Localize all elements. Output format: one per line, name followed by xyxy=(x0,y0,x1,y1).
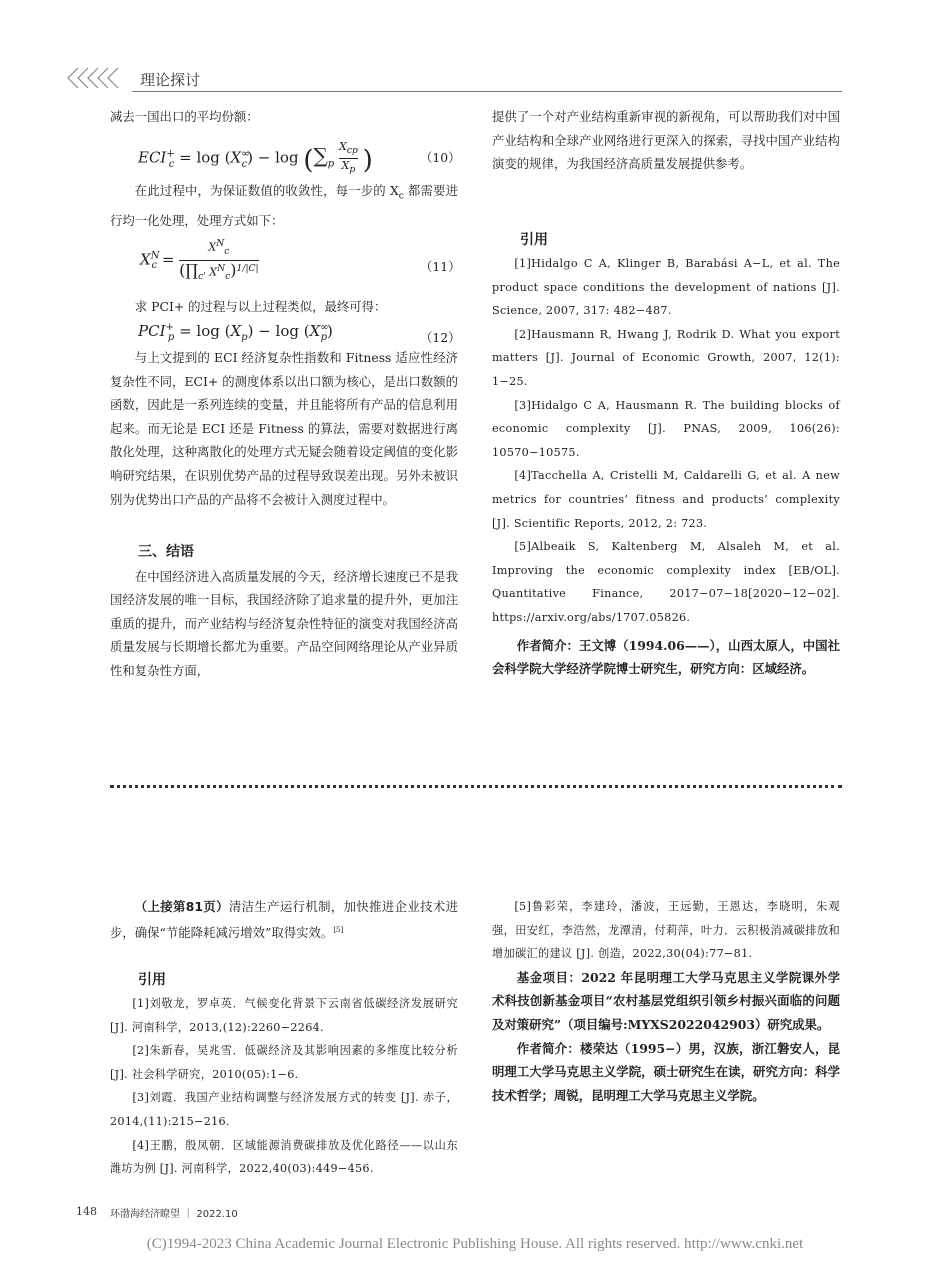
continued-from-page-81: （上接第81页）清洁生产运行机制，加快推进企业技术进步，确保“节能降耗减污增效”取得实效。[5] xyxy=(110,899,458,940)
reference-item: [5]Albeaik S, Kaltenberg M, Alsaleh M, et al. Improving the economic complexity index [EB/OL]. Quantitative Finance, 2017−07−18[2020−12−02]. https://arxiv.org/abs/1707.05826. xyxy=(492,540,840,624)
conclusion-paragraph: 在中国经济进入高质量发展的今天，经济增长速度已不是我国经济发展的唯一目标，我国经济除了追求量的提升外，更加注重质的提升，而产业结构与经济复杂性特征的演变对我国经济高质量发展与长期增长都尤为重要。产品空间网络理论从产业异质性和复杂性方面， xyxy=(110,568,458,678)
section-heading: 三、结语 xyxy=(138,544,194,560)
reference-item: [4]Tacchella A, Cristelli M, Caldarelli G, et al. A new metrics for countries’ fitness and products’ complexity [J]. Scientific Reports, 2012, 2: 723. xyxy=(492,469,840,530)
equation-11-number: （11） xyxy=(420,259,461,274)
page-number: 148 xyxy=(76,1205,97,1218)
copyright-notice: (C)1994-2023 China Academic Journal Electronic Publishing House. All rights reserved. http://www.cnki.net xyxy=(146,1236,804,1252)
reference-item: [3]Hidalgo C A, Hausmann R. The building blocks of economic complexity [J]. PNAS, 2009, 106(26): 10570−10575. xyxy=(492,398,840,459)
author-bio: 作者简介：楼荣达（1995−）男，汉族，浙江磐安人，昆明理工大学马克思主义学院，硕士研究生在读，研究方向：科学技术哲学；周锐，昆明理工大学马克思主义学院。 xyxy=(492,1040,840,1103)
references-lower-right xyxy=(492,895,840,1107)
reference-item: [2]朱新春，吴兆雪．低碳经济及其影响因素的多维度比较分析 [J]. 社会科学研究，2010(05):1−6. xyxy=(110,1044,458,1081)
pci-paragraph: 求 PCI+ 的过程与以上过程类似，最终可得： xyxy=(134,299,387,314)
references-heading: 引用 xyxy=(138,972,166,988)
comparison-paragraph: 与上文提到的 ECI 经济复杂性指数和 Fitness 适应性经济复杂性不同，ECI+ 的测度体系以出口额为核心，是出口数额的函数，因此是一系列连续的变量，并且能将所有产品的信息利用起来。而无论是 ECI 还是 Fitness 的算法，需要对数据进行离散化处理，这种离散化的处理方式无疑会随着设定阈值的变化影响研究结果，在识别优势产品的过程导致误差出现。另外未被识别为优势出口产品的产品将不会被计入测度过程中。 xyxy=(110,350,458,507)
reference-item: [4]王鹏，殷凤朝．区域能源消费碳排放及优化路径——以山东潍坊为例 [J]. 河南科学，2022,40(03):449−456. xyxy=(110,1138,458,1176)
convergence-paragraph: 在此过程中，为保证数值的收敛性，每一步的 $X_c$ 都需要进行均一化处理，处理方式如下： xyxy=(110,183,458,229)
equation-12: $PCI^+_p = \log (X_p) - \log (X^\infty_p)$ xyxy=(138,322,333,343)
intro-paragraph: 减去一国出口的平均份额： xyxy=(110,109,259,124)
conclusion-section xyxy=(110,541,458,683)
author-bio: 作者简介：王文博（1994.06——），山西太原人，中国社会科学院大学经济学院博士研究生，研究方向：区域经济。 xyxy=(492,637,840,677)
continuation-paragraph: 提供了一个对产业结构重新审视的新视角，可以帮助我们对中国产业结构和全球产业网络进行更深入的探索，寻找中国产业结构演变的规律，为我国经济高质量发展提供参考。 xyxy=(492,109,840,172)
reference-item: [1]Hidalgo C A, Klinger B, Barabási A−L, et al. The product space conditions the development of nations [J]. Science, 2007, 317: 482−487. xyxy=(492,257,840,318)
references-heading: 引用 xyxy=(520,232,548,248)
reference-item: [5]鲁彩荣，李建玲，潘波，王远勤，王恩达，李晓明，朱观强，田安红，李浩然，龙潭清，付莉萍，叶力．云积极消减碳排放和增加碳汇的建议 [J]. 创造，2022,30(04):77−81. xyxy=(492,900,840,961)
header-chevrons-icon xyxy=(66,66,128,90)
equation-11: $X^N_c$ = $X^N_c$ ($\prod_{c'}$ $X^N_c)^{1/|C|}$ xyxy=(140,238,259,282)
references-lower-left xyxy=(110,968,458,1181)
header-rule xyxy=(132,91,842,92)
section-title: 理论探讨 xyxy=(140,71,201,89)
reference-item: [2]Hausmann R, Hwang J, Rodrik D. What you export matters [J]. Journal of Economic Growth, 2007, 12(1): 1−25. xyxy=(492,327,840,388)
equation-12-number: （12） xyxy=(420,330,461,345)
references-upper xyxy=(492,228,840,681)
equation-10: $ECI^+_c = \log (X^\infty_c) - \log (\sum_p$ $X_{cp}$ $X_p$ ) xyxy=(138,140,373,176)
fund-info: 基金项目：2022 年昆明理工大学马克思主义学院课外学术科技创新基金项目“农村基层党组织引领乡村振兴面临的问题及对策研究”（项目编号:MYXS2022042903）研究成果。 xyxy=(492,969,840,1032)
journal-name: 环渤海经济瞭望 ｜ 2022.10 xyxy=(110,1209,238,1220)
reference-item: [3]刘霞．我国产业结构调整与经济发展方式的转变 [J]. 赤子，2014,(11):215−216. xyxy=(110,1091,458,1128)
reference-item: [1]刘敬龙，罗卓英．气候变化背景下云南省低碳经济发展研究 [J]. 河南科学，2013,(12):2260−2264. xyxy=(110,997,458,1034)
dotted-divider xyxy=(110,785,842,788)
equation-10-number: （10） xyxy=(420,150,461,165)
